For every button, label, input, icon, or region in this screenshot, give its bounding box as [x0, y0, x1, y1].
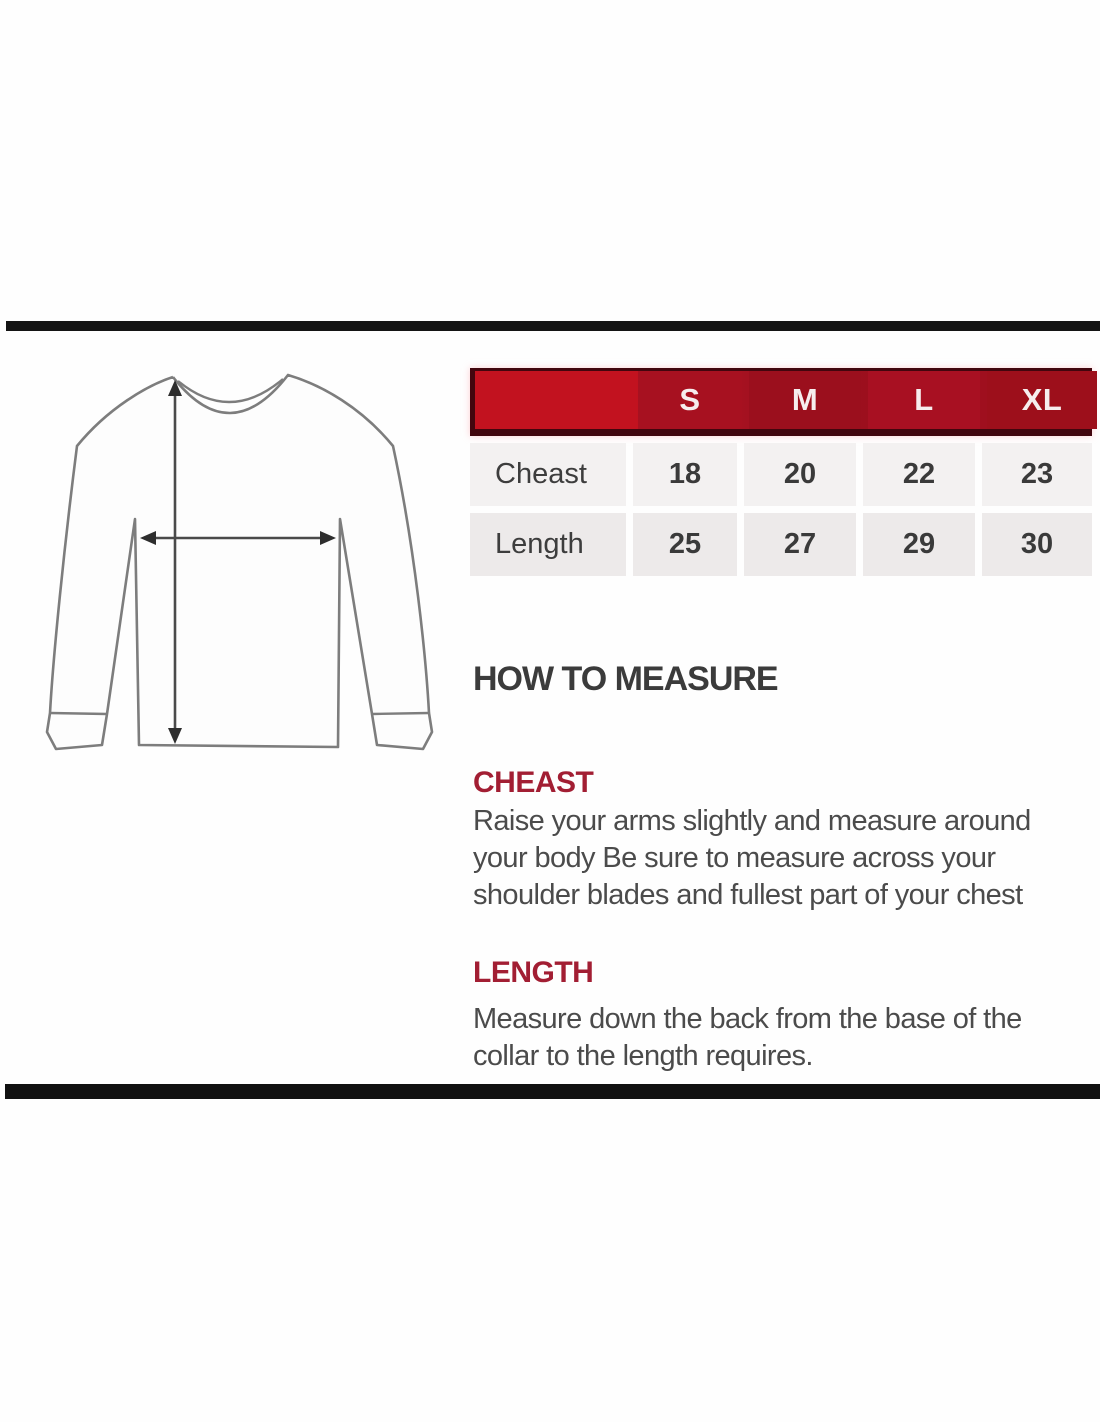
length-instructions	[473, 1001, 1098, 1075]
chest-value-m: 20	[744, 443, 856, 506]
cuff-line-left	[50, 713, 107, 714]
row-label-chest: Cheast	[470, 443, 626, 506]
size-table-header-row	[470, 368, 1092, 436]
instruction-line: Raise your arms slightly and measure around	[473, 805, 1031, 837]
size-header-corner-cell	[475, 371, 631, 429]
size-header-cell-xl: XL	[987, 371, 1097, 429]
chest-value-l: 22	[863, 443, 975, 506]
top-divider-bar	[6, 321, 1100, 331]
sweatshirt-diagram	[40, 358, 450, 788]
chest-value-xl: 23	[982, 443, 1092, 506]
how-to-measure-title: HOW TO MEASURE	[473, 660, 778, 698]
length-value-l: 29	[863, 513, 975, 576]
length-value-m: 27	[744, 513, 856, 576]
size-table-row-length	[470, 513, 1092, 576]
instruction-line: Measure down the back from the base of the	[473, 1003, 1022, 1035]
size-table-row-chest	[470, 443, 1092, 506]
chest-section-heading: CHEAST	[473, 766, 594, 799]
length-value-s: 25	[633, 513, 737, 576]
chest-value-s: 18	[633, 443, 737, 506]
row-label-length: Length	[470, 513, 626, 576]
chest-instructions	[473, 803, 1098, 914]
shirt-outline	[47, 375, 432, 749]
size-header-cell-l: L	[868, 371, 980, 429]
instruction-line: your body Be sure to measure across your	[473, 842, 996, 874]
bottom-divider-bar	[5, 1084, 1100, 1099]
size-header-cell-s: S	[638, 371, 742, 429]
length-section-heading: LENGTH	[473, 956, 594, 989]
cuff-line-right	[372, 713, 429, 714]
instruction-line: collar to the length requires.	[473, 1040, 813, 1072]
instruction-line: shoulder blades and fullest part of your chest	[473, 879, 1023, 911]
size-header-cell-m: M	[749, 371, 861, 429]
length-value-xl: 30	[982, 513, 1092, 576]
size-table	[470, 368, 1092, 576]
